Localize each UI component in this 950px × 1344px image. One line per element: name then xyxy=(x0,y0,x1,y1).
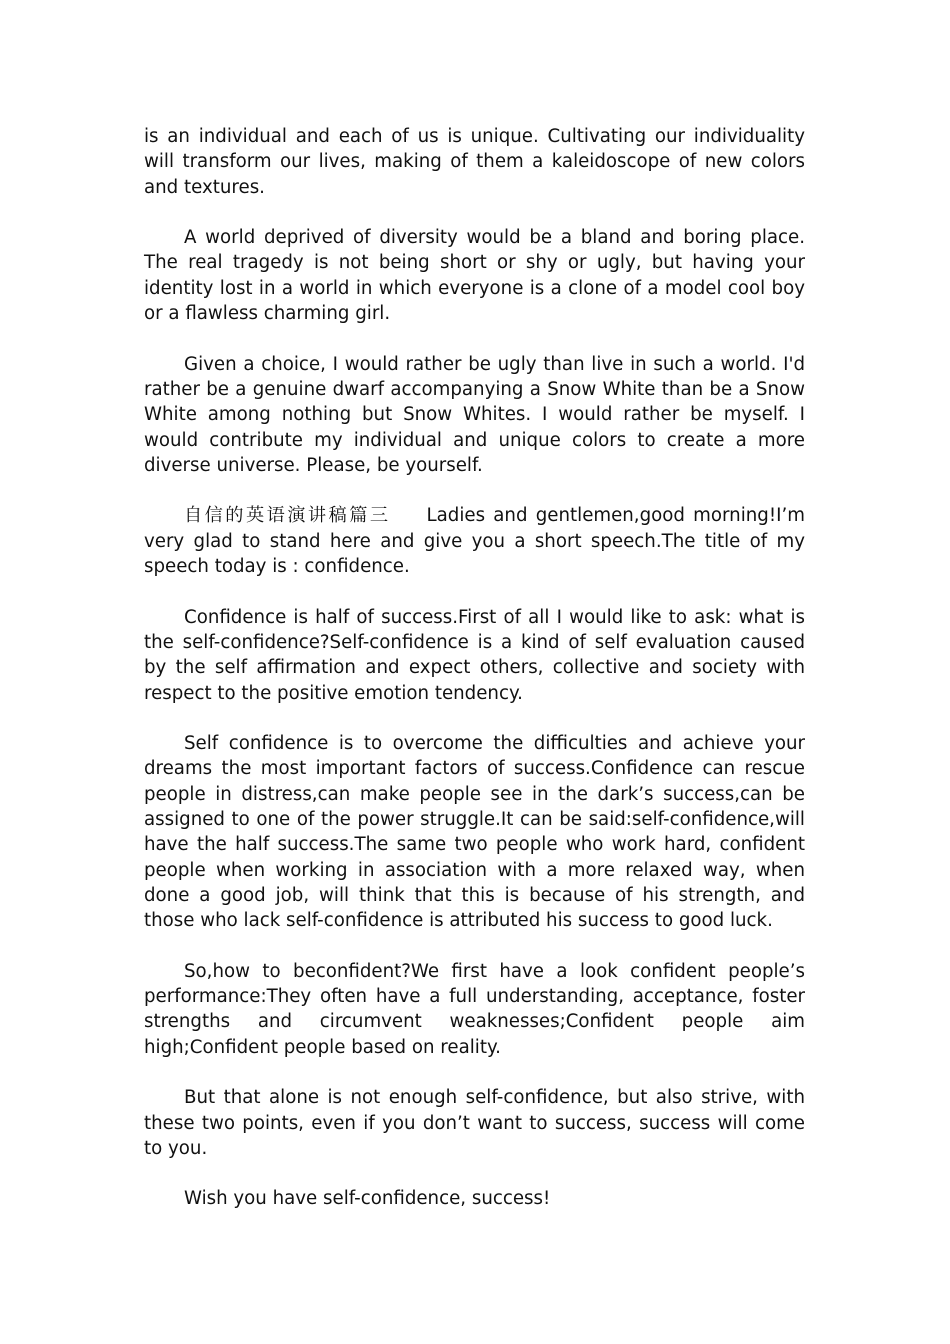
paragraph-strive: But that alone is not enough self-confidence, but also strive, with these two points, even if you don’t want to success, success will come to you. xyxy=(144,1087,805,1159)
document-body xyxy=(144,124,805,1212)
paragraph-overcome: Self confidence is to overcome the difficulties and achieve your dreams the most important factors of success.Confidence can rescue people in distress,can make people see in the dark’s success,can be assigned to one of the power struggle.It can be said:self-confidence,will have the half success.The same two people who work hard, confident people when working in association with a more relaxed way, when done a good job, will think that this is because of his strength, and those who lack self-confidence is attributed his success to good luck. xyxy=(144,733,805,932)
paragraph-speech-intro xyxy=(144,503,805,579)
paragraph-choice: Given a choice, I would rather be ugly than live in such a world. I'd rather be a genuine dwarf accompanying a Snow White than be a Snow White among nothing but Snow Whites. I would rather be myself. I would contribute my individual and unique colors to create a more diverse universe. Please, be yourself. xyxy=(144,353,805,476)
paragraph-diversity: A world deprived of diversity would be a bland and boring place. The real tragedy is not being short or shy or ugly, but having your identity lost in a world in which everyone is a clone of a model cool boy or a flawless charming girl. xyxy=(144,227,805,325)
paragraph-how-to: So,how to beconfident?We first have a look confident people’s performance:They often have a full understanding, acceptance, foster strengths and circumvent weaknesses;Confident people aim high;Confident people based on reality. xyxy=(144,960,805,1058)
section-heading: 自信的英语演讲稿篇三 xyxy=(184,505,391,527)
paragraph-continuation: is an individual and each of us is unique. Cultivating our individuality will transform our lives, making of them a kaleidoscope of new colors and textures. xyxy=(144,126,805,198)
paragraph-closing: Wish you have self-confidence, success! xyxy=(184,1188,551,1210)
speech-greeting: Ladies and gentlemen,good morning!I’m very glad to stand here and give you a short speech.The title of my speech today is : confidence. xyxy=(144,505,805,578)
paragraph-half-success: Confidence is half of success.First of all I would like to ask: what is the self-confidence?Self-confidence is a kind of self evaluation caused by the self affirmation and expect others, collective and society with respect to the positive emotion tendency. xyxy=(144,606,805,704)
